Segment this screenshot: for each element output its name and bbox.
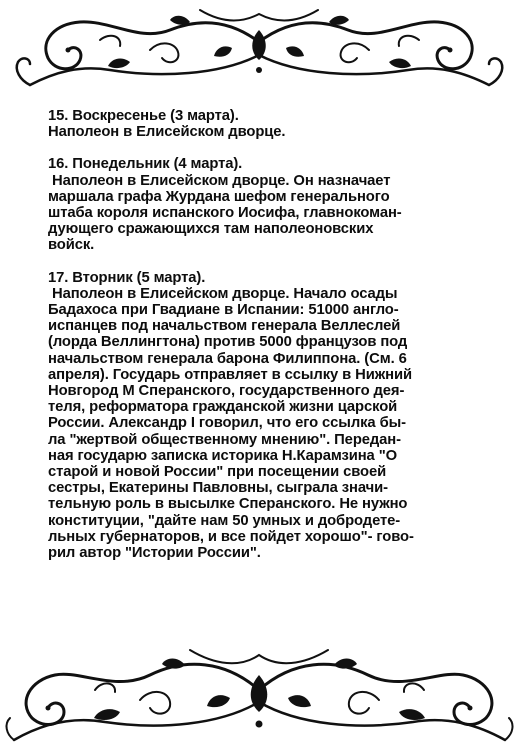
- entry-heading: 17. Вторник (5 марта).: [48, 269, 206, 286]
- entry-line: войск.: [48, 237, 95, 254]
- entry-line: конституции, "дайте нам 50 умных и добродете-: [48, 512, 401, 529]
- top-flourish-ornament: [0, 0, 519, 100]
- entry-line: сестры, Екатерины Павловны, сыграла значи-: [48, 480, 388, 497]
- entry-line: штаба короля испанского Иосифа, главнокоман-: [48, 205, 402, 222]
- entry-line: Бадахоса при Гвадиане в Испании: 51000 англо-: [48, 302, 399, 319]
- entry-3: [48, 270, 500, 562]
- entry-line: Наполеон в Елисейском дворце. Начало осады: [52, 285, 398, 302]
- entry-1: [48, 108, 500, 140]
- entry-line: теля, реформатора гражданской жизни царской: [48, 399, 398, 416]
- entry-line: тельную роль в высылке Сперанского. Не нужно: [48, 496, 408, 513]
- entry-line: ла "жертвой общественному мнению". Передан-: [48, 431, 401, 448]
- entry-line: дующего сражающихся там наполеоновских: [48, 221, 374, 238]
- entry-line: льных губернаторов, и все пойдет хорошо"- гово-: [48, 528, 414, 545]
- bottom-flourish-ornament: [0, 630, 519, 750]
- entry-line: Наполеон в Елисейском дворце. Он назначает: [52, 172, 391, 189]
- entry-line: апреля). Государь отправляет в ссылку в Нижний: [48, 366, 412, 383]
- entry-heading: 16. Понедельник (4 марта).: [48, 156, 243, 173]
- entry-heading: 15. Воскресенье (3 марта).: [48, 108, 239, 124]
- entry-line: России. Александр I говорил, что его ссылка бы-: [48, 415, 406, 432]
- entry-line: рил автор "Истории России".: [48, 545, 261, 562]
- entry-line: начальством генерала барона Филиппона. (См. 6: [48, 350, 407, 367]
- entry-line: Наполеон в Елисейском дворце.: [48, 124, 286, 141]
- entry-line: маршала графа Журдана шефом генерального: [48, 188, 390, 205]
- entry-line: ная государю записка историка Н.Карамзина "О: [48, 447, 398, 464]
- entry-line: испанцев под начальством генерала Веллеслей: [48, 318, 401, 335]
- entry-line: (лорда Веллингтона) против 5000 французов под: [48, 334, 408, 351]
- entry-line: старой и новой России" при посещении своей: [48, 464, 387, 481]
- entry-2: [48, 156, 500, 253]
- document-text: [48, 108, 500, 577]
- entry-line: Новгород М Сперанского, государственного дея-: [48, 383, 405, 400]
